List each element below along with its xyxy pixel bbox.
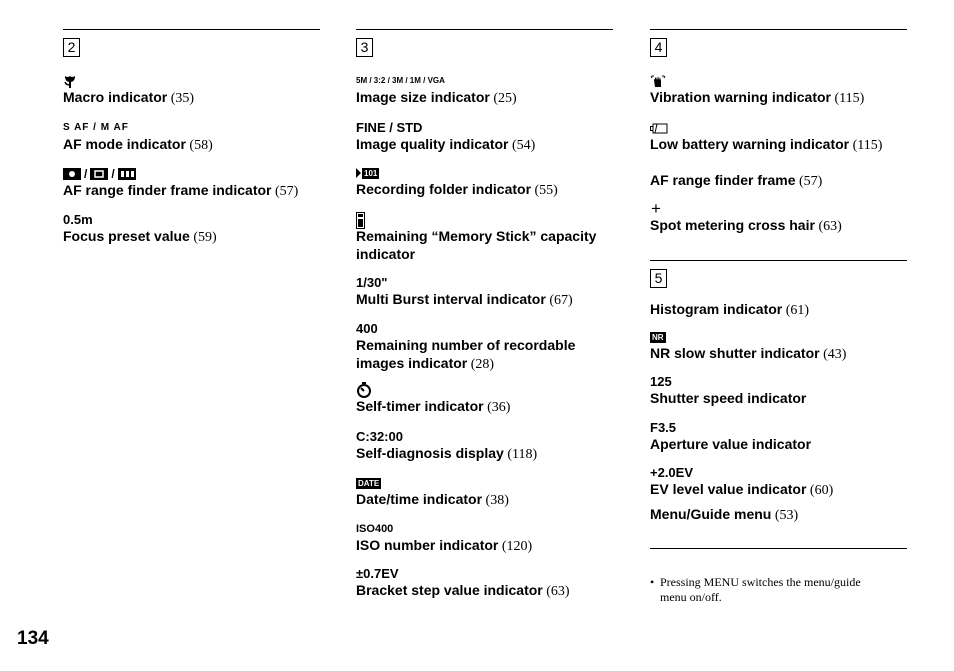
crosshair-icon: + [651, 199, 661, 218]
entry-label: Focus preset value [63, 228, 190, 244]
section-rule [356, 29, 613, 30]
folder-number: 101 [364, 168, 378, 178]
bullet-icon: • [650, 575, 655, 589]
entry-macro [63, 73, 320, 107]
entry-label: NR slow shutter indicator [650, 345, 820, 361]
page-ref: (35) [167, 91, 195, 106]
section-number-box: 4 [650, 38, 667, 57]
entry-label: Image quality indicator [356, 136, 509, 152]
entry-af-mode [63, 120, 320, 154]
entry-label: Remaining “Memory Stick” capacity indicator [356, 228, 597, 262]
entry-aperture [650, 420, 907, 454]
page-ref: (28) [467, 357, 495, 372]
page-ref: (57) [795, 174, 823, 189]
memory-stick-icon [356, 212, 365, 229]
aperture-symbol: F3.5 [650, 420, 677, 435]
vibration-hand-icon [650, 74, 666, 88]
focus-preset-symbol: 0.5m [63, 212, 93, 227]
entry-nr-slow-shutter [650, 329, 907, 363]
bracket-step-symbol: ±0.7EV [356, 566, 399, 581]
page-ref: (58) [185, 138, 213, 153]
entry-image-size [356, 73, 613, 107]
low-battery-icon [650, 123, 668, 134]
entry-af-range-finder: / / AF range finder frame indicator (57) [63, 167, 299, 199]
entry-shutter-speed [650, 374, 907, 408]
entry-iso [356, 521, 613, 555]
entry-label: ISO number indicator [356, 537, 499, 553]
column-section-2 [63, 29, 320, 245]
entry-remaining-images [356, 321, 613, 373]
entry-vibration-warning [650, 73, 907, 107]
section-rule [650, 260, 907, 261]
entry-label: Self-timer indicator [356, 398, 484, 414]
entry-label: Remaining number of recordable images indicator [356, 337, 576, 371]
date-icon: DATE [358, 478, 380, 488]
column-section-3 [356, 29, 613, 599]
menu-note [650, 575, 890, 605]
note-rule [650, 548, 907, 549]
entry-label: AF range finder frame indicator [63, 182, 272, 198]
af-multi-icon [118, 168, 136, 180]
entry-self-diagnosis [356, 429, 613, 463]
iso-symbol: ISO400 [356, 523, 394, 535]
entry-histogram [650, 301, 907, 319]
section-number-box: 3 [356, 38, 373, 57]
entry-label: Bracket step value indicator [356, 582, 543, 598]
entry-low-battery [650, 120, 907, 154]
entry-label: Shutter speed indicator [650, 390, 807, 406]
page-ref: (63) [814, 219, 842, 234]
shutter-speed-symbol: 125 [650, 374, 672, 389]
af-spot-icon [63, 168, 81, 180]
entry-bracket-step [356, 566, 613, 600]
page-ref: (115) [849, 138, 883, 153]
page-ref: (53) [771, 508, 799, 523]
section-number-box: 5 [650, 269, 667, 288]
page-ref: (60) [806, 483, 834, 498]
entry-label: Date/time indicator [356, 491, 483, 507]
image-quality-symbol: FINE / STD [356, 120, 423, 135]
page-ref: (59) [189, 230, 217, 245]
folder-icon [356, 168, 379, 179]
page-ref: (43) [819, 347, 847, 362]
entry-label: AF range finder frame [650, 172, 796, 188]
page-ref: (61) [782, 303, 810, 318]
macro-flower-icon [63, 74, 77, 89]
entry-label: EV level value indicator [650, 481, 807, 497]
entry-date-time [356, 475, 613, 509]
page-ref: (36) [483, 400, 511, 415]
entry-label: AF mode indicator [63, 136, 186, 152]
note-text: Pressing MENU switches the menu/guide menu on/off. [660, 575, 861, 604]
entry-label: Self-diagnosis display [356, 445, 504, 461]
remaining-images-symbol: 400 [356, 321, 378, 336]
page-ref: (118) [503, 447, 538, 462]
page-ref: (55) [531, 183, 558, 198]
entry-menu-guide [650, 506, 907, 524]
entry-label: Spot metering cross hair [650, 217, 815, 233]
page-ref: (67) [545, 293, 573, 308]
entry-label: Aperture value indicator [650, 436, 812, 452]
af-mode-symbol: S AF / M AF [63, 122, 129, 133]
page-number: 134 [17, 628, 49, 649]
entry-self-timer [356, 382, 613, 416]
entry-label: Image size indicator [356, 89, 490, 105]
entry-multi-burst [356, 275, 613, 309]
af-center-icon [90, 168, 108, 180]
section-rule [63, 29, 320, 30]
section-rule [650, 29, 907, 30]
section-number-box: 2 [63, 38, 80, 57]
multi-burst-symbol: 1/30" [356, 275, 388, 290]
ev-level-symbol: +2.0EV [650, 465, 694, 480]
page-ref: (63) [542, 584, 570, 599]
image-size-symbol: 5M / 3:2 / 3M / 1M / VGA [356, 76, 445, 85]
self-diagnosis-symbol: C:32:00 [356, 429, 403, 444]
entry-af-range-finder-frame [650, 172, 907, 190]
entry-label: Vibration warning indicator [650, 89, 831, 105]
entry-label: Low battery warning indicator [650, 136, 850, 152]
self-timer-icon [356, 382, 372, 398]
page-ref: (115) [830, 91, 865, 106]
page-ref: (120) [498, 539, 533, 554]
entry-label: Macro indicator [63, 89, 168, 105]
nr-icon: NR [652, 332, 664, 342]
entry-spot-metering [650, 201, 907, 235]
page-ref: (25) [489, 91, 517, 106]
column-section-4-5 [650, 29, 907, 604]
entry-memory-stick [356, 212, 613, 264]
entry-focus-preset [63, 212, 320, 246]
page-ref: (57) [271, 184, 299, 199]
entry-ev-level [650, 465, 907, 499]
entry-label: Multi Burst interval indicator [356, 291, 546, 307]
entry-recording-folder [356, 165, 613, 199]
entry-label: Histogram indicator [650, 301, 783, 317]
page-ref: (54) [508, 138, 536, 153]
entry-image-quality [356, 120, 613, 154]
entry-label: Menu/Guide menu [650, 506, 772, 522]
entry-label: Recording folder indicator [356, 181, 532, 197]
page-ref: (38) [482, 493, 509, 508]
